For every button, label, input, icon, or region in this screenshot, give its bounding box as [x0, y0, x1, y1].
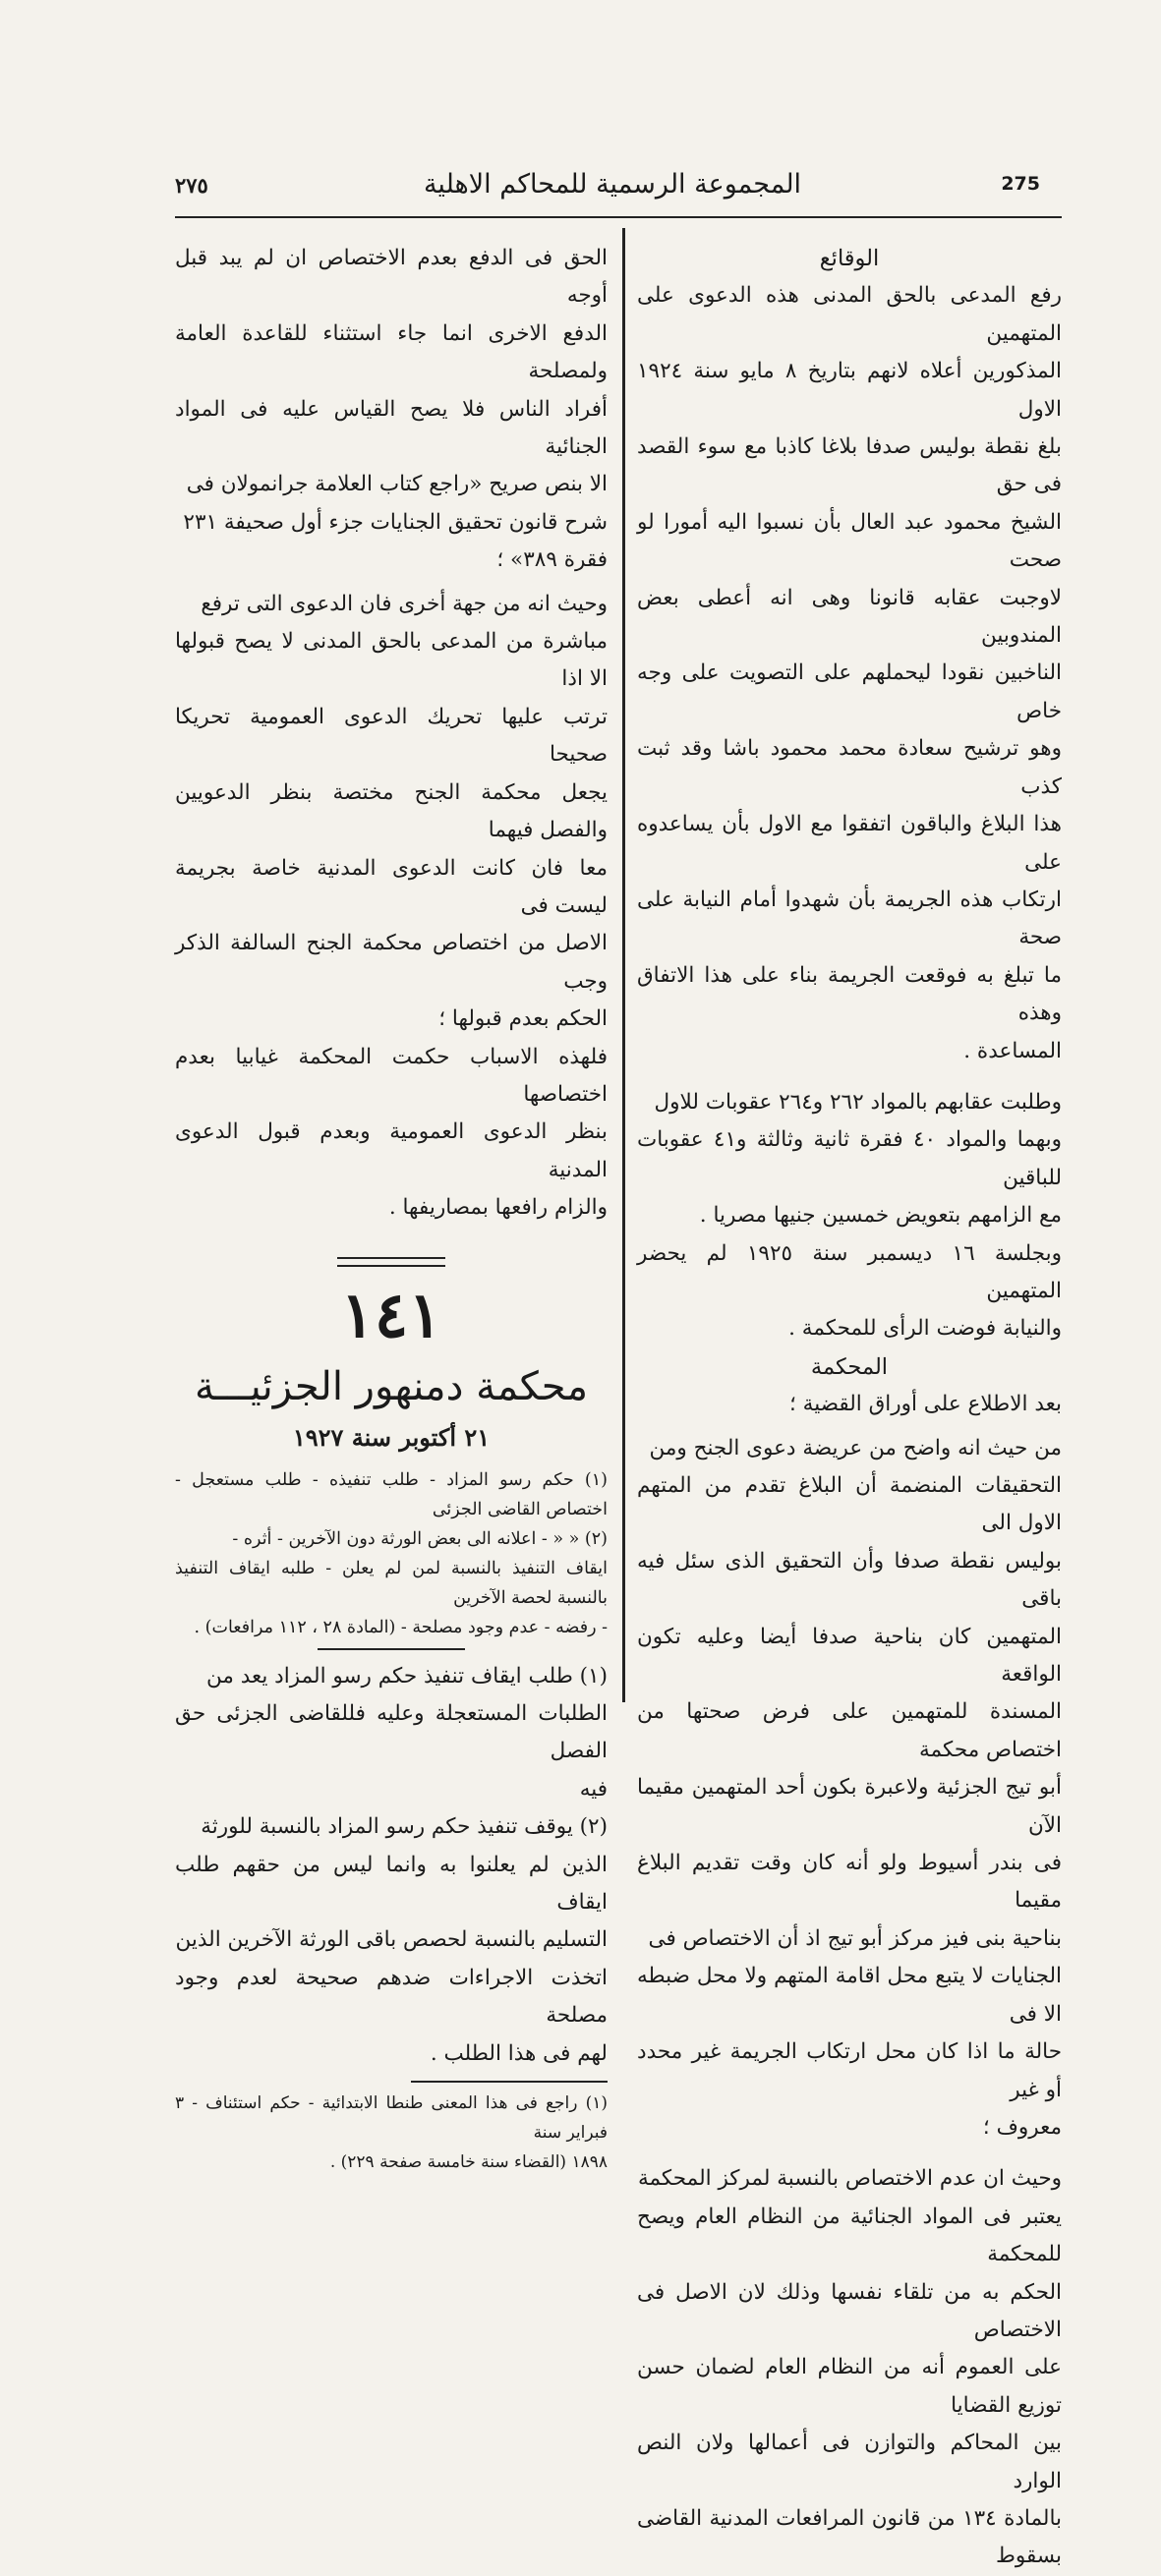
facts-heading: الوقائع	[819, 246, 880, 271]
text-line: الدفع الاخرى انما جاء استثناء للقاعدة العامة ولمصلحة	[175, 320, 608, 384]
case-number: ١٤١	[340, 1278, 442, 1352]
text-line: الحكم بعدم قبولها ؛	[438, 1006, 608, 1032]
text-line: رفع المدعى بالحق المدنى هذه الدعوى على المتهمين	[637, 283, 1062, 346]
page-number-arabic: ٢٧٥	[175, 173, 208, 198]
text-line: ما تبلغ به فوقعت الجريمة بناء على هذا الاتفاق وهذه	[637, 962, 1062, 1026]
text-line: فيه	[579, 1776, 608, 1802]
text-line: وهو ترشيح سعادة محمد محمود باشا وقد ثبت كذب	[637, 736, 1062, 799]
footnote	[175, 2089, 608, 2177]
text-line: بلغ نقطة بوليس صدفا بلاغا كاذبا مع سوء القصد فى حق	[637, 434, 1062, 497]
text-line: فلهذه الاسباب حكمت المحكمة غيابيا بعدم اختصاصها	[175, 1044, 608, 1107]
continuation-paragraph	[175, 240, 608, 580]
text-line: الجنايات لا يتبع محل اقامة المتهم ولا محل ضبطه الا فى	[637, 1964, 1062, 2027]
session-paragraph	[637, 1235, 1062, 1348]
text-line: بين المحاكم والتوازن فى أعمالها ولان النص الوارد	[637, 2431, 1062, 2493]
text-line: ترتب عليها تحريك الدعوى العمومية تحريكا صحيحا	[175, 704, 608, 768]
text-line: وحيث ان عدم الاختصاص بالنسبة لمركز المحكمة	[637, 2166, 1062, 2192]
civil-claim-paragraph	[175, 586, 608, 1039]
principle-1	[175, 1658, 608, 1809]
text-line: اتخذت الاجراءات ضدهم صحيحة لعدم وجود مصلحة	[175, 1965, 608, 2029]
text-line: مباشرة من المدعى بالحق المدنى لا يصح قبولها الا اذا	[175, 629, 608, 692]
text-line: يجعل محكمة الجنح مختصة بنظر الدعويين والفصل فيهما	[175, 779, 608, 843]
text-line: وحيث انه من جهة أخرى فان الدعوى التى ترفع	[201, 591, 608, 616]
text-line: الا بنص صريح «راجع كتاب العلامة جرانمولان فى	[186, 472, 608, 497]
text-line: (١) طلب ايقاف تنفيذ حكم رسو المزاد يعد من	[205, 1663, 608, 1689]
text-line: أبو تيج الجزئية ولاعبرة بكون أحد المتهمين مقيما الآن	[637, 1775, 1062, 1838]
text-line: الشيخ محمود عبد العال بأن نسبوا اليه أمورا لو صحت	[637, 509, 1062, 573]
text-line: الذين لم يعلنوا به وانما ليس من حقهم طلب ايقاف	[175, 1852, 608, 1915]
text-line: وطلبت عقابهم بالمواد ٢٦٢ و٢٦٤ عقوبات للاول	[654, 1089, 1062, 1115]
text-line: الناخبين نقودا ليحملهم على التصويت على وجه خاص	[637, 660, 1062, 723]
text-line: ارتكاب هذه الجريمة بأن شهدوا أمام النيابة على صحة	[637, 887, 1062, 950]
text-line: المتهمين كان بناحية صدفا أيضا وعليه تكون الواقعة	[637, 1624, 1062, 1688]
text-line: الحكم به من تلقاء نفسها وذلك لان الاصل فى الاختصاص	[637, 2279, 1062, 2342]
facts-paragraph	[637, 277, 1062, 1070]
text-line: بنظر الدعوى العمومية وبعدم قبول الدعوى المدنية	[175, 1119, 608, 1182]
header-rule	[175, 216, 1062, 218]
text-line: لاوجبت عقابه قانونا وهى انه أعطى بعض المندوبين	[637, 585, 1062, 649]
text-line: التسليم بالنسبة لحصص باقى الورثة الآخرين الذين	[175, 1927, 608, 1953]
right-column	[637, 240, 1062, 2576]
syllabus	[175, 1465, 608, 1642]
text-line: حالة ما اذا كان محل ارتكاب الجريمة غير محدد أو غير	[637, 2039, 1062, 2102]
text-line: معروف ؛	[982, 2114, 1062, 2140]
text-line: فى بندر أسيوط ولو أنه كان وقت تقديم البلاغ مقيما	[637, 1851, 1062, 1914]
text-line: الطلبات المستعجلة وعليه فللقاضى الجزئى حق الفصل	[175, 1700, 608, 1764]
reasoning-paragraph-1	[637, 1430, 1062, 2147]
court-heading: المحكمة	[810, 1353, 889, 1380]
text-line: التحقيقات المنضمة أن البلاغ تقدم من المتهم الاول الى	[637, 1473, 1062, 1536]
text-line: والنيابة فوضت الرأى للمحكمة .	[788, 1316, 1062, 1342]
text-line: معا فان كانت الدعوى المدنية خاصة بجريمة ليست فى	[175, 855, 608, 918]
page-header	[175, 165, 1050, 214]
footnote-divider	[411, 2081, 608, 2083]
text-line: فقرة ٣٨٩» ؛	[496, 547, 608, 573]
text-line: (٢) يوقف تنفيذ حكم رسو المزاد بالنسبة للورثة	[201, 1814, 608, 1840]
text-line: من حيث انه واضح من عريضة دعوى الجنح ومن	[649, 1435, 1062, 1460]
text-line: الاصل من اختصاص محكمة الجنح السالفة الذكر وجب	[175, 931, 608, 994]
text-line: وبجلسة ١٦ ديسمبر سنة ١٩٢٥ لم يحضر المتهمين	[637, 1240, 1062, 1303]
text-line: بالمادة ١٣٤ من قانون المرافعات المدنية القاضى بسقوط	[637, 2505, 1062, 2569]
text-line: شرح قانون تحقيق الجنايات جزء أول صحيفة ٢٣١	[183, 509, 608, 535]
footnote-line: (١) راجع فى هذا المعنى طنطا الابتدائية - حكم استئناف - ٣ فبراير سنة	[175, 2092, 608, 2143]
syllabus-line: (٢) « « - اعلانه الى بعض الورثة دون الآخرين - أثره -	[232, 1528, 608, 1549]
syllabus-divider	[318, 1648, 465, 1650]
text-line: المذكورين أعلاه لانهم بتاريخ ٨ مايو سنة ١٩٢٤ الاول	[637, 359, 1062, 422]
text-line: بوليس نقطة صدفا وأن التحقيق الذى سئل فيه باقى	[637, 1548, 1062, 1612]
section-divider	[337, 1257, 445, 1267]
text-line: أفراد الناس فلا يصح القياس عليه فى المواد الجنائية	[175, 396, 608, 460]
text-line: يعتبر فى المواد الجنائية من النظام العام ويصح للمحكمة	[637, 2204, 1062, 2267]
court-name: محكمة دمنهور الجزئيـــة	[194, 1363, 589, 1409]
syllabus-line: (١) حكم رسو المزاد - طلب تنفيذه - طلب مستعجل - اختصاص القاضى الجزئى	[175, 1469, 608, 1519]
syllabus-line: - رفضه - عدم وجود مصلحة - (المادة ٢٨ ، ١١٢ مرافعات) .	[194, 1617, 608, 1637]
prosecution-paragraph	[637, 1084, 1062, 1235]
case-date: ٢١ أكتوبر سنة ١٩٢٧	[292, 1422, 491, 1452]
text-line: والزام رافعها بمصاريفها .	[388, 1195, 608, 1221]
text-line: بناحية بنى فيز مركز أبو تيج اذ أن الاختصاص فى	[648, 1925, 1062, 1951]
footnote-line: ١٨٩٨ (القضاء سنة خامسة صفحة ٢٢٩) .	[329, 2151, 608, 2172]
reasoning-paragraph-2	[637, 2160, 1062, 2575]
text-line: المسندة للمتهمين على فرض صحتها من اختصاص محكمة	[637, 1699, 1062, 1762]
page-number-latin: 275	[1001, 173, 1040, 195]
journal-title: المجموعة الرسمية للمحاكم الاهلية	[423, 169, 802, 200]
ruling-paragraph	[175, 1039, 608, 1228]
text-line: الحق فى الدفع بعدم الاختصاص ان لم يبد قبل أوجه	[175, 246, 608, 309]
syllabus-line: ايقاف التنفيذ بالنسبة لمن لم يعلن - طلبه ايقاف التنفيذ بالنسبة لحصة الآخرين	[175, 1558, 608, 1608]
text-line: على العموم أنه من النظام العام لضمان حسن توزيع القضايا	[637, 2355, 1062, 2418]
left-column	[175, 240, 608, 2177]
text-line: لهم فى هذا الطلب .	[430, 2040, 608, 2066]
text-line: المساعدة .	[963, 1038, 1062, 1063]
text-line: وبهما والمواد ٤٠ فقرة ثانية وثالثة و٤١ عقوبات للباقين	[637, 1127, 1062, 1190]
text-line: مع الزامهم بتعويض خمسين جنيها مصريا .	[699, 1203, 1062, 1229]
column-divider	[622, 228, 625, 1702]
principle-2	[175, 1808, 608, 2073]
court-intro: بعد الاطلاع على أوراق القضية ؛	[789, 1392, 1062, 1417]
text-line: هذا البلاغ والباقون اتفقوا مع الاول بأن يساعدوه على	[637, 812, 1062, 875]
